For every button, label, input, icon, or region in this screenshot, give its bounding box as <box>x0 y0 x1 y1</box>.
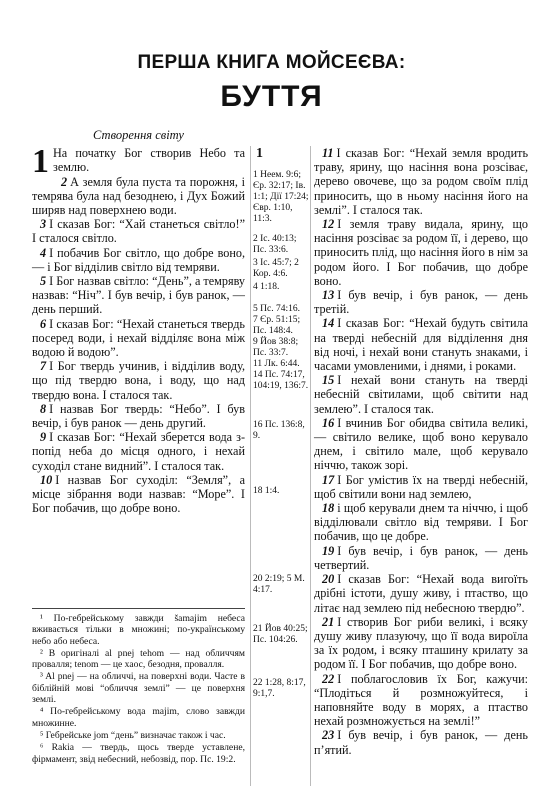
verse <box>314 146 528 217</box>
verse-text: І Бог твердь учинив, і відділив воду, що під твердю вона, і воду, що над твердю вона. І сталося так. <box>32 359 245 402</box>
verse-number: 20 <box>322 572 335 587</box>
page-header <box>0 52 543 114</box>
xref-item: 7 Єр. 51:15; Пс. 148:4. <box>253 315 301 336</box>
left-column <box>32 128 245 515</box>
verse-number: 17 <box>322 472 335 487</box>
verse <box>314 572 528 615</box>
verse <box>32 274 245 317</box>
verse-number: 12 <box>322 217 335 232</box>
xref-item: 14 Пс. 74:17, 104:19, 136:7. <box>253 370 309 391</box>
column-rule <box>250 146 251 786</box>
verse-number: 15 <box>322 373 335 388</box>
xref-item: 18 1:4. <box>253 486 280 496</box>
verse-text: І створив Бог риби великі, і всяку душу живу плазуючу, що її вода вироїла за їх родом, і всяку пташину крилату за родом її. І Бог побачив, що добре воно. <box>314 614 528 672</box>
verse <box>314 316 528 373</box>
xref-item: 3 Іс. 45:7; 2 Кор. 4:6. <box>253 258 299 279</box>
xref-item: 2 Іс. 40:13; Пс. 33:6. <box>253 234 297 255</box>
xref-item: 22 1:28, 8:17, 9:1,7. <box>253 678 306 699</box>
verse-text: І був вечір, і був ранок, — день третій. <box>314 288 528 317</box>
footnote: ⁴ По-гебрейському вода majim, слово завжди множинне. <box>32 706 245 729</box>
verse-text: І назвав Бог суходіл: “Земля”, а місце зібрання води назвав: “Море”. І Бог побачив, що добре воно. <box>32 472 245 516</box>
verse <box>314 473 528 501</box>
verse-text: А земля була пуста та порожня, і темрява була над безоднею, і Дух Божий ширяв над поверхнею води. <box>32 174 245 218</box>
xref-item: 9 Йов 38:8; Пс. 33:7. <box>253 337 299 358</box>
verse <box>32 143 245 181</box>
verse-text: І вчинив Бог обидва світила великі, — світило велике, щоб воно керувало днем, і світило мале, щоб керувало ніччю, також зорі. <box>314 415 528 473</box>
verse <box>314 288 528 316</box>
verse-number: 4 <box>40 245 47 260</box>
verse-number: 5 <box>40 274 47 289</box>
verse <box>32 246 245 274</box>
footnote: ⁵ Гебрейське jom “день” визначає також і час. <box>40 729 226 741</box>
verse <box>32 473 245 516</box>
verse-text: І земля траву видала, ярину, що насіння розсіває за родом її, і дерево, що приносить плід, що насіння його в нім за родом його. І Бог побачив, що добре воно. <box>314 217 528 288</box>
verse-text: На початку Бог створив Небо та землю. <box>53 146 245 175</box>
verse-text: І назвав Бог твердь: “Небо”. І був вечір, і був ранок — день другий. <box>32 401 245 431</box>
xref-item: 1 Неем. 9:6; Єр. 32:17; Ів. 1:1; Дії 17:24; Євр. 1:10, 11:3. <box>253 170 309 224</box>
xref-item: 20 2:19; 5 М. 4:17. <box>253 574 305 595</box>
verse <box>314 615 528 672</box>
verse-number: 7 <box>40 359 47 374</box>
verse-number: 14 <box>322 316 335 331</box>
verse-text: І поблагословив їх Бог, кажучи: “Плодіться й розмножуйтеся, і наповняйте воду в морях, а птаство нехай розмножується на землі!” <box>314 671 528 729</box>
verse <box>32 175 245 218</box>
verse-text: І Бог умістив їх на тверді небесній, щоб світили вони над землею, <box>314 472 528 501</box>
verse-text: І Бог назвав світло: “День”, а темряву назвав: “Ніч”. І був вечір, і був ранок, — день перший. <box>32 274 245 317</box>
right-column <box>314 146 528 757</box>
xref-item: 11 Лк. 6:44. <box>253 359 300 369</box>
verse-text: І сказав Бог: “Нехай вода виroїть дрібні істоти, душу живу, і птаство, що літає над землею під небесною твердю”. <box>314 572 528 615</box>
verse <box>314 501 528 544</box>
verse <box>314 373 528 416</box>
verse-text: і щоб керували днем та ніччю, і щоб відділювали світло від темряви. І Бог побачив, що це добре. <box>314 501 528 544</box>
cross-references <box>253 146 309 699</box>
verse-text: І нехай вони стануть на тверді небесній світилами, щоб світити над землею”. І сталося так. <box>314 373 528 416</box>
verse-text: І був вечір, і був ранок, — день п’ятий. <box>314 728 528 757</box>
verse <box>314 728 528 756</box>
footnotes <box>32 608 245 766</box>
verse-text: І сказав Бог: “Нехай зберется вода з-попід неба до місця одного, і нехай суходіл стане видний”. І сталося так. <box>32 430 245 473</box>
verse <box>314 217 528 288</box>
verse <box>32 217 245 245</box>
verse <box>32 402 245 430</box>
verse-number: 22 <box>322 671 335 686</box>
verse <box>314 544 528 572</box>
verse-text: І побачив Бог світло, що добре воно, — і Бог відділив світло від темряви. <box>32 245 245 274</box>
verse-number: 21 <box>322 614 335 629</box>
verse-number: 16 <box>322 415 335 430</box>
xref-item: 21 Йов 40:25; Пс. 104:26. <box>253 624 308 645</box>
verse-text: І сказав Бог: “Нехай будуть світила на тверді небесній для відділення дня від ночі, і нехай вони стануть знаками, і часами умовленими, і днями, і роками. <box>314 316 528 374</box>
xref-item: 4 1:18. <box>253 282 280 292</box>
xref-item: 16 Пс. 136:8, 9. <box>253 420 305 441</box>
verse-number: 9 <box>40 430 47 445</box>
verse-number: 23 <box>322 728 335 743</box>
chapter-dropcap: 1 <box>32 143 49 181</box>
section-heading: Створення світу <box>93 128 184 142</box>
footnote: ³ Al pnej — на обличчі, на поверхні води. Часте в біблійній мові “обличчя землі” — це поверхня землі. <box>32 671 245 706</box>
footnote: ² В оригіналі al pnej tehom — над обличчям провалля; tenom — це хаос, безодня, провалля. <box>32 647 245 671</box>
verse-text: І сказав Бог: “Хай станеться світло!” І сталося світло. <box>32 217 245 246</box>
verse <box>32 317 245 360</box>
xref-chapter-number: 1 <box>256 146 263 161</box>
verse-text: І сказав Бог: “Нехай земля вродить траву, ярину, що насіння вона розсіває, дерево овочеве, що за родом своїм плід приносить, що в ньому насіння його на землі”. І сталося так. <box>314 146 528 217</box>
footnote: ¹ По-гебрейському завжди šamajim небеса вживається тільки в множині; по-українському небо або небеса. <box>32 613 245 647</box>
verse <box>314 672 528 729</box>
footnote: ⁶ Rakia — твердь, щось тверде уставлене, фірмамент, звід небесний, небозвід, пор. Пс. 19:2. <box>32 742 245 765</box>
verse <box>32 430 245 473</box>
verse-number: 18 <box>322 501 335 516</box>
verse-number: 13 <box>322 288 335 303</box>
xref-item: 5 Пс. 74:16. <box>253 304 300 314</box>
verse-number: 6 <box>40 316 47 331</box>
verse <box>32 359 245 402</box>
verse-number: 8 <box>40 401 47 416</box>
verse-number: 19 <box>322 543 335 558</box>
verse-number: 3 <box>40 217 47 232</box>
column-rule <box>310 146 311 786</box>
book-title: ПЕРША КНИГА МОЙСЕЄВА: <box>137 52 406 73</box>
verse-number: 10 <box>40 472 53 487</box>
verse-text: І був вечір, і був ранок, — день четвертий. <box>314 543 528 572</box>
verse-text: І сказав Бог: “Нехай станеться твердь посеред води, і нехай відділяє вона між водою й водою”. <box>32 316 245 360</box>
book-name: БУТТЯ <box>220 80 323 113</box>
verse <box>314 416 528 473</box>
verse-number: 2 <box>61 174 68 189</box>
verse-number: 11 <box>322 146 334 160</box>
